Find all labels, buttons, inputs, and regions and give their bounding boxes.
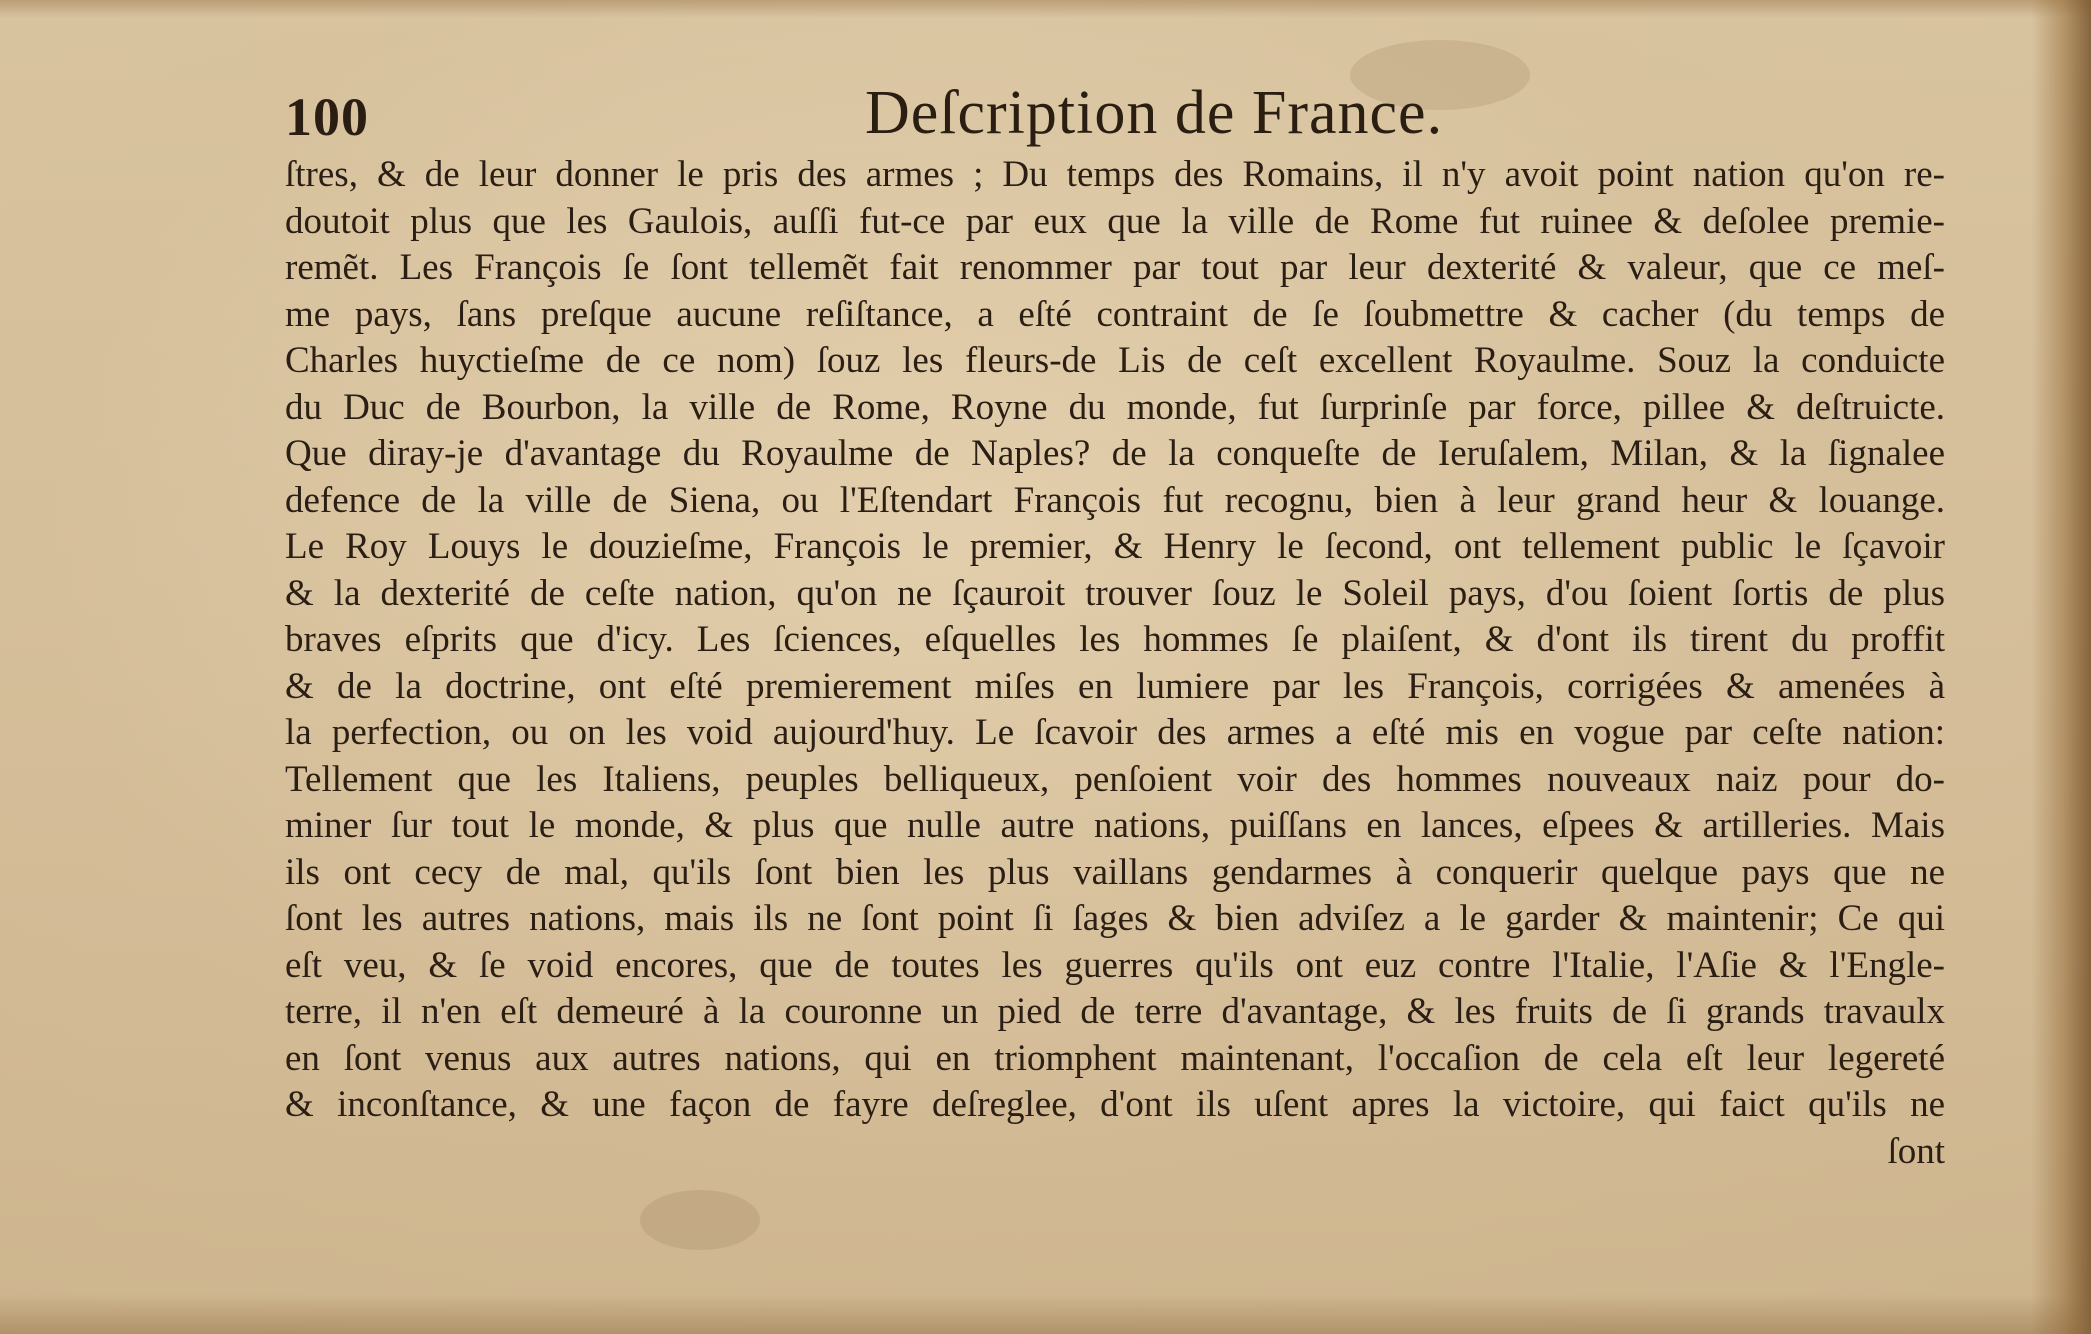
page-header: [285, 78, 1945, 158]
catchword: ſont: [1887, 1130, 1945, 1172]
body-text: [285, 152, 1945, 1175]
text-line: miner ſur tout le monde, & plus que nulle autre nations, puiſſans en lances, eſpees & artilleries. Mais: [285, 805, 1945, 846]
text-line: la perfection, ou on les void aujourd'huy. Le ſcavoir des armes a eſté mis en vogue par ceſte nation:: [285, 712, 1945, 753]
text-line: & la dexterité de ceſte nation, qu'on ne ſçauroit trouver ſouz le Soleil pays, d'ou ſoient ſortis de plus: [285, 572, 1945, 614]
text-line: Que diray-je d'avantage du Royaulme de Naples? de la conqueſte de Ieruſalem, Milan, & la ſignalee: [285, 433, 1945, 474]
text-line: Le Roy Louys le douzieſme, François le premier, & Henry le ſecond, ont tellement public le ſçavoir: [285, 526, 1945, 567]
text-line: en ſont venus aux autres nations, qui en triomphent maintenant, l'occaſion de cela eſt leur legereté: [285, 1037, 1945, 1079]
text-line: Tellement que les Italiens, peuples belliqueux, penſoient voir des hommes nouveaux naiz pour do-: [285, 758, 1945, 800]
text-line: remẽt. Les François ſe ſont tellemẽt fait renommer par tout par leur dexterité & valeur, que ce meſ-: [285, 247, 1945, 288]
text-line: ils ont cecy de mal, qu'ils ſont bien les plus vaillans gendarmes à conquerir quelque pays que ne: [285, 851, 1945, 893]
text-line: ſtres, & de leur donner le pris des armes ; Du temps des Romains, il n'y avoit point nation qu'on re-: [285, 154, 1945, 195]
text-line: du Duc de Bourbon, la ville de Rome, Royne du monde, fut ſurprinſe par force, pillee & deſtruicte.: [285, 386, 1945, 428]
text-line: me pays, ſans preſque aucune reſiſtance, a eſté contraint de ſe ſoubmettre & cacher (du temps de: [285, 293, 1945, 335]
running-title: Deſcription de France.: [865, 79, 1444, 147]
text-line: terre, il n'en eſt demeuré à la couronne un pied de terre d'avantage, & les fruits de ſi grands travaulx: [285, 991, 1945, 1032]
text-line: & inconſtance, & une façon de fayre deſreglee, d'ont ils uſent apres la victoire, qui faict qu'ils ne: [285, 1084, 1945, 1125]
text-line: & de la doctrine, ont eſté premierement miſes en lumiere par les François, corrigées & amenées à: [285, 665, 1945, 707]
page-number: 100: [285, 87, 369, 147]
text-line: eſt veu, & ſe void encores, que de toutes les guerres qu'ils ont euz contre l'Italie, l'Aſie & l'Engle-: [285, 944, 1945, 986]
text-line: ſont les autres nations, mais ils ne ſont point ſi ſages & bien adviſez a le garder & maintenir; Ce qui: [285, 898, 1945, 939]
paper-stain: [640, 1190, 760, 1250]
text-line: braves eſprits que d'icy. Les ſciences, eſquelles les hommes ſe plaiſent, & d'ont ils tirent du proffit: [285, 619, 1945, 660]
page-top-shadow: [0, 0, 2091, 18]
text-line: defence de la ville de Siena, ou l'Eſtendart François fut recognu, bien à leur grand heur & louange.: [285, 479, 1945, 521]
page-gutter-shadow: [2031, 0, 2091, 1334]
text-line: doutoit plus que les Gaulois, auſſi fut-ce par eux que la ville de Rome fut ruinee & deſolee premie-: [285, 200, 1945, 242]
page-bottom-shadow: [0, 1294, 2091, 1334]
text-line: Charles huyctieſme de ce nom) ſouz les fleurs-de Lis de ceſt excellent Royaulme. Souz la conduicte: [285, 340, 1945, 381]
